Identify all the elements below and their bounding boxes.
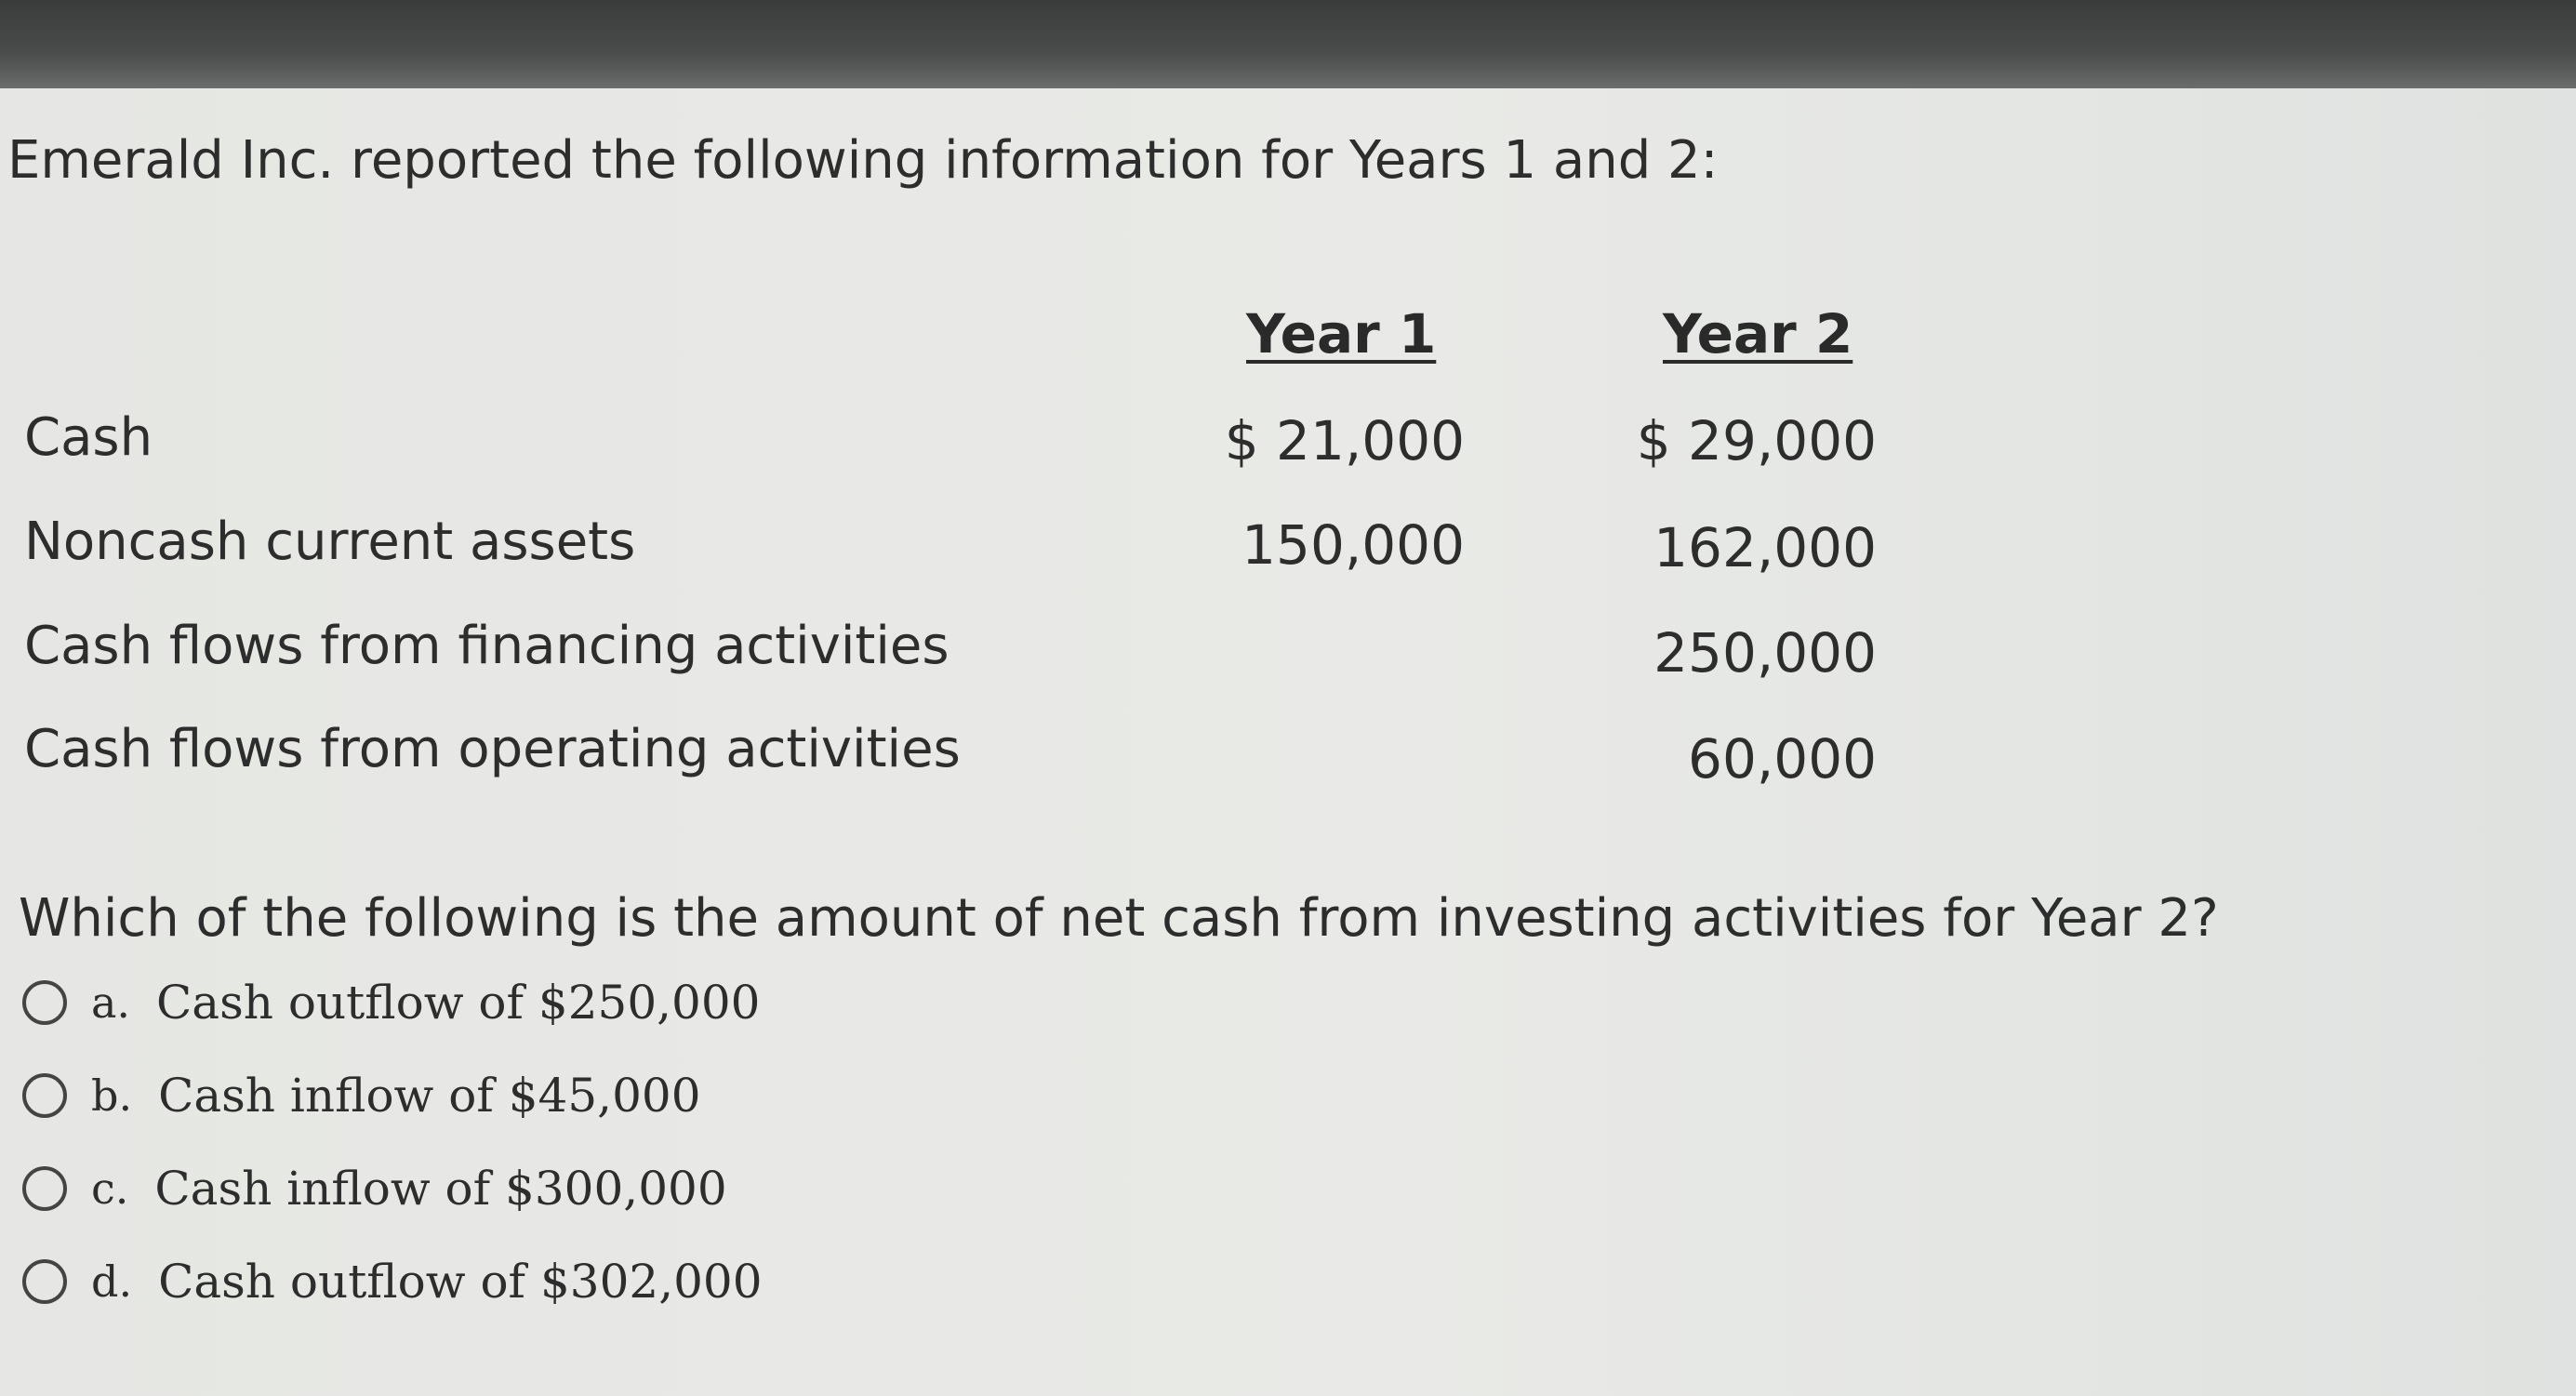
row-label-operating-activities: Cash flows from operating activities [24,719,961,779]
row-label-financing-activities: Cash flows from financing activities [24,616,949,676]
option-letter: b. [91,1070,133,1121]
top-bar [0,0,2576,88]
operating-activities-year-2: 60,000 [1688,727,1877,791]
row-label-cash: Cash [24,407,153,468]
answer-option-b[interactable] [22,1063,701,1128]
radio-button-icon[interactable] [22,980,67,1025]
option-letter: c. [91,1163,129,1214]
option-text: Cash inflow of $45,000 [158,1069,701,1123]
question-text: Which of the following is the amount of net cash from investing activities for Year 2? [19,888,2219,949]
answer-option-a[interactable] [22,970,761,1035]
financing-activities-year-2: 250,000 [1653,621,1877,685]
answer-option-d[interactable] [22,1249,763,1314]
option-text: Cash outflow of $250,000 [156,976,761,1030]
noncash-current-assets-year-2: 162,000 [1653,516,1877,579]
column-header-year-1: Year 1 [1246,302,1437,366]
radio-button-icon[interactable] [22,1166,67,1211]
radio-button-icon[interactable] [22,1259,67,1304]
noncash-current-assets-year-1: 150,000 [1242,513,1465,577]
option-text: Cash inflow of $300,000 [154,1162,727,1216]
option-letter: a. [91,977,131,1028]
cash-year-1: $ 21,000 [1224,409,1465,472]
column-header-year-2: Year 2 [1663,302,1853,366]
answer-option-c[interactable] [22,1156,727,1221]
cash-year-2: $ 29,000 [1636,409,1877,472]
option-letter: d. [91,1256,133,1307]
intro-text: Emerald Inc. reported the following information for Years 1 and 2: [7,130,1719,191]
option-text: Cash outflow of $302,000 [158,1255,763,1309]
radio-button-icon[interactable] [22,1073,67,1118]
row-label-noncash-current-assets: Noncash current assets [24,512,636,572]
